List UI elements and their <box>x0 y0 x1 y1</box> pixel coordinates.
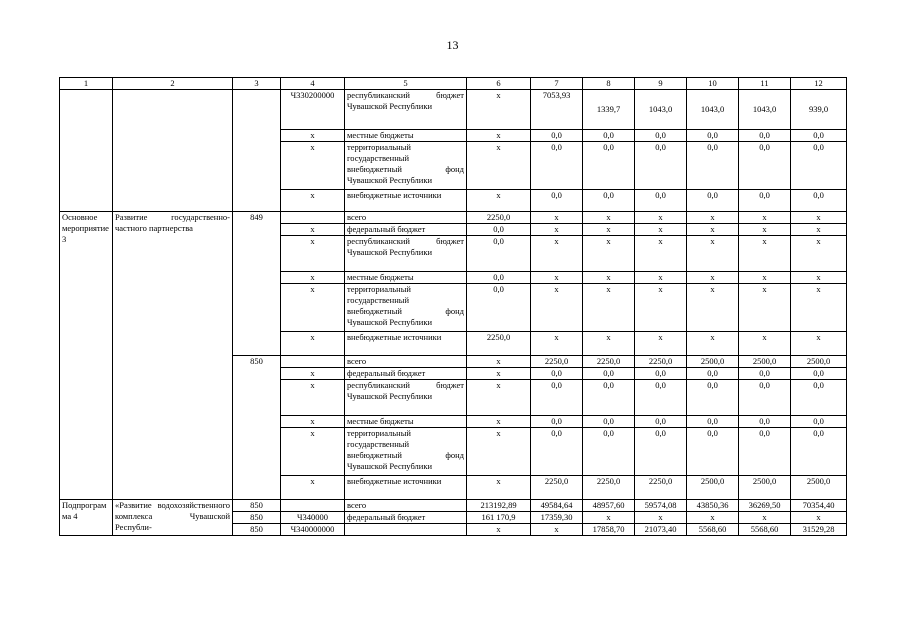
column-header: 8 <box>583 78 635 90</box>
cell-c7: 0,0 <box>531 142 583 190</box>
cell-c4: Ч340000000 <box>281 524 345 536</box>
cell-c6: х <box>467 428 531 476</box>
cell-c8: 48957,60 <box>583 500 635 512</box>
cell-c8: х <box>583 272 635 284</box>
cell-c8: х <box>583 332 635 356</box>
cell-c8: х <box>583 512 635 524</box>
cell-c9: х <box>635 512 687 524</box>
cell-c10: х <box>687 272 739 284</box>
cell-c10: х <box>687 284 739 332</box>
table-row <box>60 90 847 130</box>
cell-c6: х <box>467 356 531 368</box>
cell-c7: х <box>531 272 583 284</box>
cell-c10: 2500,0 <box>687 356 739 368</box>
cell-c3: 850 <box>233 356 281 500</box>
cell-c10: 0,0 <box>687 428 739 476</box>
cell-c9: х <box>635 272 687 284</box>
cell-c5 <box>345 524 467 536</box>
table-body <box>60 78 847 536</box>
cell-c6: х <box>467 476 531 500</box>
cell-c7: х <box>531 332 583 356</box>
cell-c6: х <box>467 142 531 190</box>
column-header: 1 <box>60 78 113 90</box>
cell-c4: х <box>281 236 345 272</box>
cell-c9: 0,0 <box>635 416 687 428</box>
cell-c7: 0,0 <box>531 416 583 428</box>
cell-c9: 59574,08 <box>635 500 687 512</box>
cell-c6: 2250,0 <box>467 332 531 356</box>
cell-c12: 70354,40 <box>791 500 847 512</box>
cell-c11: 2500,0 <box>739 356 791 368</box>
cell-c12: х <box>791 512 847 524</box>
cell-c12: х <box>791 224 847 236</box>
cell-c10: 0,0 <box>687 130 739 142</box>
cell-c3: 849 <box>233 212 281 356</box>
cell-c5: внебюджетные источники <box>345 190 467 212</box>
cell-c8: 0,0 <box>583 142 635 190</box>
cell-c10: 0,0 <box>687 368 739 380</box>
cell-c11: х <box>739 332 791 356</box>
column-header: 4 <box>281 78 345 90</box>
cell-c10: х <box>687 212 739 224</box>
cell-c3 <box>233 90 281 212</box>
cell-c9: 2250,0 <box>635 476 687 500</box>
cell-c9: х <box>635 284 687 332</box>
cell-c8: 17858,70 <box>583 524 635 536</box>
cell-c6: х <box>467 130 531 142</box>
cell-c7: 49584,64 <box>531 500 583 512</box>
cell-c5: всего <box>345 500 467 512</box>
cell-c10: 43850,36 <box>687 500 739 512</box>
cell-c4 <box>281 356 345 368</box>
cell-c8: 2250,0 <box>583 476 635 500</box>
cell-c7: х <box>531 284 583 332</box>
cell-c12: 0,0 <box>791 190 847 212</box>
cell-c6: х <box>467 380 531 416</box>
cell-c5: республиканский бюджет Чувашской Республики <box>345 380 467 416</box>
cell-c10: х <box>687 224 739 236</box>
cell-c8: х <box>583 284 635 332</box>
cell-c7: х <box>531 524 583 536</box>
cell-c10: 0,0 <box>687 190 739 212</box>
cell-c9: 0,0 <box>635 380 687 416</box>
cell-c4: х <box>281 284 345 332</box>
cell-c11: 0,0 <box>739 368 791 380</box>
cell-c4 <box>281 212 345 224</box>
cell-c8: 0,0 <box>583 190 635 212</box>
cell-c7: 7053,93 <box>531 90 583 130</box>
cell-c7: 2250,0 <box>531 476 583 500</box>
cell-c4 <box>281 500 345 512</box>
cell-c5: территориальный государственный внебюджетный фонд Чувашской Республики <box>345 142 467 190</box>
cell-c11: х <box>739 284 791 332</box>
cell-c5: внебюджетные источники <box>345 332 467 356</box>
cell-c6: 0,0 <box>467 284 531 332</box>
cell-c9: х <box>635 236 687 272</box>
cell-c4: х <box>281 272 345 284</box>
cell-c4: х <box>281 224 345 236</box>
cell-c8: 0,0 <box>583 428 635 476</box>
cell-c5: республиканский бюджет Чувашской Республики <box>345 236 467 272</box>
cell-c9: х <box>635 332 687 356</box>
cell-c5: внебюджетные источники <box>345 476 467 500</box>
cell-c12: 2500,0 <box>791 356 847 368</box>
cell-c10: 0,0 <box>687 416 739 428</box>
column-header: 5 <box>345 78 467 90</box>
cell-c5: всего <box>345 212 467 224</box>
cell-c11: 36269,50 <box>739 500 791 512</box>
cell-c4: х <box>281 428 345 476</box>
cell-c10: х <box>687 512 739 524</box>
cell-c11: 1043,0 <box>739 90 791 130</box>
cell-c5: федеральный бюджет <box>345 224 467 236</box>
cell-c1: Основное мероприятие 3 <box>60 212 113 500</box>
cell-c4: х <box>281 416 345 428</box>
cell-c6: х <box>467 416 531 428</box>
cell-c8: 0,0 <box>583 368 635 380</box>
cell-c12: 31529,28 <box>791 524 847 536</box>
cell-c8: х <box>583 212 635 224</box>
cell-c11: х <box>739 224 791 236</box>
column-header: 9 <box>635 78 687 90</box>
table-row <box>60 212 847 224</box>
cell-c1: Подпрограмма 4 <box>60 500 113 536</box>
cell-c12: 0,0 <box>791 416 847 428</box>
cell-c11: 0,0 <box>739 142 791 190</box>
header-row <box>60 78 847 90</box>
cell-c9: 2250,0 <box>635 356 687 368</box>
cell-c11: 0,0 <box>739 130 791 142</box>
cell-c11: 0,0 <box>739 416 791 428</box>
cell-c7: х <box>531 212 583 224</box>
cell-c6: х <box>467 90 531 130</box>
cell-c12: х <box>791 332 847 356</box>
cell-c11: 5568,60 <box>739 524 791 536</box>
cell-c6: х <box>467 524 531 536</box>
cell-c5: федеральный бюджет <box>345 368 467 380</box>
cell-c12: х <box>791 284 847 332</box>
cell-c6: 0,0 <box>467 236 531 272</box>
cell-c11: х <box>739 272 791 284</box>
cell-c9: 0,0 <box>635 142 687 190</box>
cell-c10: 5568,60 <box>687 524 739 536</box>
cell-c12: 0,0 <box>791 380 847 416</box>
cell-c7: 2250,0 <box>531 356 583 368</box>
cell-c3: 850 <box>233 524 281 536</box>
cell-c11: 0,0 <box>739 380 791 416</box>
cell-c6: х <box>467 368 531 380</box>
cell-c6: 161 170,9 <box>467 512 531 524</box>
cell-c1 <box>60 90 113 212</box>
cell-c10: 0,0 <box>687 142 739 190</box>
cell-c12: 2500,0 <box>791 476 847 500</box>
cell-c4: х <box>281 190 345 212</box>
cell-c4: х <box>281 368 345 380</box>
cell-c9: х <box>635 224 687 236</box>
cell-c5: федеральный бюджет <box>345 512 467 524</box>
cell-c8: 2250,0 <box>583 356 635 368</box>
cell-c10: 0,0 <box>687 380 739 416</box>
cell-c4: х <box>281 476 345 500</box>
cell-c6: 2250,0 <box>467 212 531 224</box>
cell-c11: 0,0 <box>739 428 791 476</box>
cell-c4: х <box>281 130 345 142</box>
cell-c9: х <box>635 212 687 224</box>
column-header: 11 <box>739 78 791 90</box>
cell-c8: 1339,7 <box>583 90 635 130</box>
cell-c11: 2500,0 <box>739 476 791 500</box>
cell-c2: Развитие государственно-частного партнерства <box>113 212 233 500</box>
cell-c7: х <box>531 236 583 272</box>
cell-c4: х <box>281 332 345 356</box>
cell-c11: 0,0 <box>739 190 791 212</box>
column-header: 10 <box>687 78 739 90</box>
cell-c9: 0,0 <box>635 368 687 380</box>
cell-c5: всего <box>345 356 467 368</box>
cell-c2: «Развитие водохозяйственного комплекса Чувашской Республи- <box>113 500 233 536</box>
cell-c9: 21073,40 <box>635 524 687 536</box>
cell-c12: 0,0 <box>791 130 847 142</box>
cell-c8: 0,0 <box>583 380 635 416</box>
cell-c5: республиканский бюджет Чувашской Республики <box>345 90 467 130</box>
cell-c8: х <box>583 236 635 272</box>
cell-c8: 0,0 <box>583 130 635 142</box>
cell-c5: местные бюджеты <box>345 416 467 428</box>
cell-c11: х <box>739 212 791 224</box>
cell-c5: местные бюджеты <box>345 272 467 284</box>
cell-c9: 0,0 <box>635 190 687 212</box>
cell-c6: х <box>467 190 531 212</box>
cell-c10: 2500,0 <box>687 476 739 500</box>
cell-c10: 1043,0 <box>687 90 739 130</box>
cell-c9: 0,0 <box>635 130 687 142</box>
cell-c12: 0,0 <box>791 142 847 190</box>
cell-c4: Ч340000 <box>281 512 345 524</box>
budget-table <box>59 77 847 536</box>
cell-c8: 0,0 <box>583 416 635 428</box>
cell-c2 <box>113 90 233 212</box>
cell-c5: местные бюджеты <box>345 130 467 142</box>
table-row <box>60 500 847 512</box>
cell-c3: 850 <box>233 512 281 524</box>
cell-c11: х <box>739 236 791 272</box>
column-header: 3 <box>233 78 281 90</box>
cell-c7: 0,0 <box>531 190 583 212</box>
cell-c4: х <box>281 142 345 190</box>
cell-c6: 213192,89 <box>467 500 531 512</box>
cell-c12: х <box>791 272 847 284</box>
cell-c9: 0,0 <box>635 428 687 476</box>
cell-c3: 850 <box>233 500 281 512</box>
cell-c12: 0,0 <box>791 368 847 380</box>
cell-c10: х <box>687 332 739 356</box>
cell-c8: х <box>583 224 635 236</box>
column-header: 2 <box>113 78 233 90</box>
cell-c12: х <box>791 236 847 272</box>
cell-c12: х <box>791 212 847 224</box>
cell-c7: 0,0 <box>531 380 583 416</box>
cell-c4: Ч330200000 <box>281 90 345 130</box>
cell-c11: х <box>739 512 791 524</box>
cell-c4: х <box>281 380 345 416</box>
cell-c7: 0,0 <box>531 130 583 142</box>
column-header: 12 <box>791 78 847 90</box>
page-number: 13 <box>446 38 459 52</box>
cell-c5: территориальный государственный внебюджетный фонд Чувашской Республики <box>345 428 467 476</box>
cell-c7: 0,0 <box>531 368 583 380</box>
cell-c9: 1043,0 <box>635 90 687 130</box>
column-header: 6 <box>467 78 531 90</box>
cell-c6: 0,0 <box>467 272 531 284</box>
cell-c7: 0,0 <box>531 428 583 476</box>
cell-c5: территориальный государственный внебюджетный фонд Чувашской Республики <box>345 284 467 332</box>
cell-c12: 939,0 <box>791 90 847 130</box>
cell-c12: 0,0 <box>791 428 847 476</box>
cell-c7: х <box>531 224 583 236</box>
cell-c10: х <box>687 236 739 272</box>
cell-c7: 17359,30 <box>531 512 583 524</box>
column-header: 7 <box>531 78 583 90</box>
cell-c6: 0,0 <box>467 224 531 236</box>
